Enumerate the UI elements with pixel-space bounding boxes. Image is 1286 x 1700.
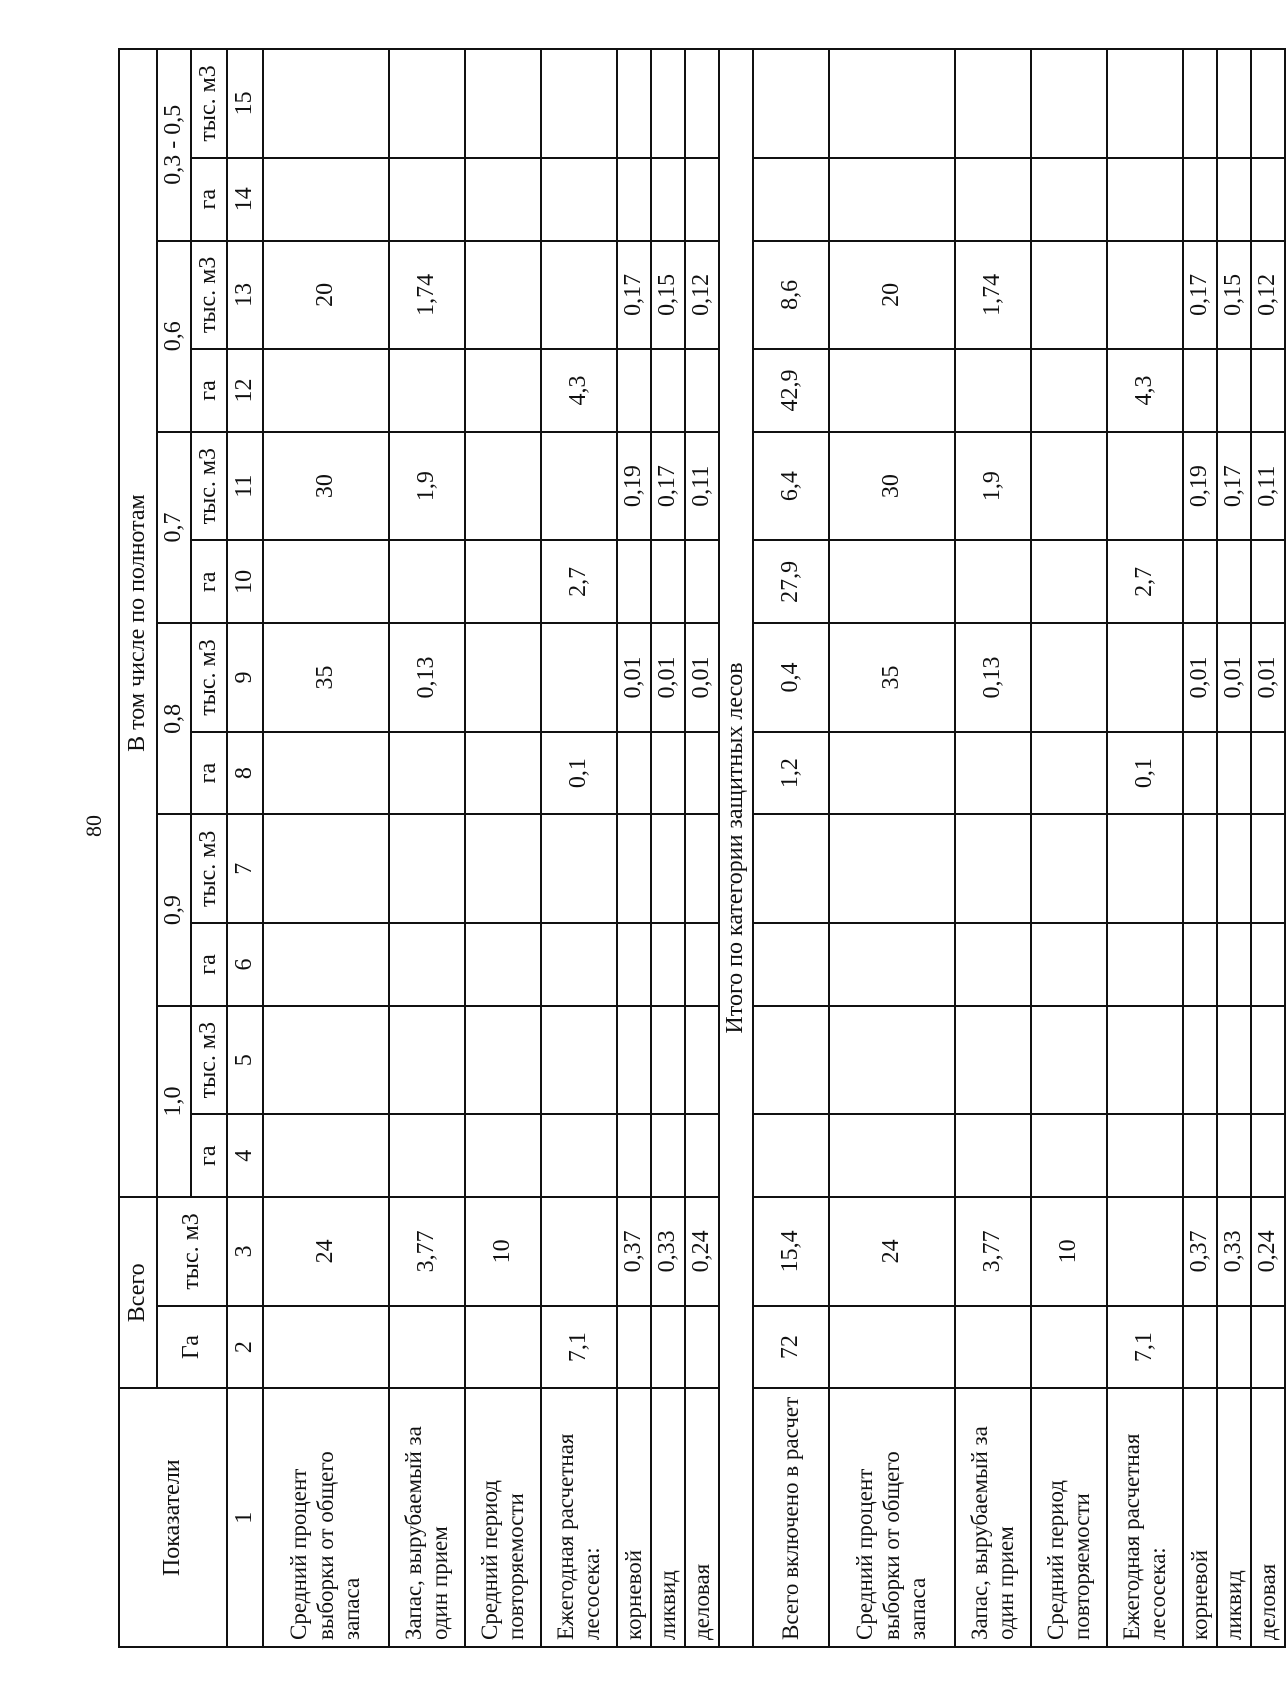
table-cell: 7,1 (541, 1306, 617, 1389)
table-cell (1251, 1006, 1285, 1115)
table-cell (829, 349, 955, 432)
table-cell (955, 349, 1031, 432)
table-cell (389, 540, 465, 623)
table-cell: 10 (465, 1197, 541, 1306)
column-number: 11 (227, 432, 263, 541)
header-unit-volume-4: тыс. м3 (191, 241, 227, 350)
table-cell (617, 732, 651, 815)
table-cell (263, 1006, 389, 1115)
table-cell (1217, 732, 1251, 815)
table-cell (541, 815, 617, 924)
table-cell (651, 923, 685, 1006)
rotated-table-container (118, 48, 1281, 1648)
header-unit-ha-0: га (191, 1114, 227, 1197)
table-cell: 0,17 (617, 241, 651, 350)
table-cell: 1,9 (955, 432, 1031, 541)
table-cell: 1,74 (955, 241, 1031, 350)
row-label: ликвид (1217, 1388, 1251, 1647)
table-cell (685, 1006, 719, 1115)
table-cell (955, 540, 1031, 623)
table-cell (465, 432, 541, 541)
column-number: 5 (227, 1006, 263, 1115)
table-cell: 24 (829, 1197, 955, 1306)
table-cell (1183, 540, 1217, 623)
table-cell (1183, 1006, 1217, 1115)
row-label: Средний период повторяемости (1031, 1388, 1107, 1647)
table-cell (1031, 241, 1107, 350)
table-row (651, 49, 685, 1647)
table-cell: 3,77 (389, 1197, 465, 1306)
table-cell: 0,01 (651, 623, 685, 732)
table-cell (651, 540, 685, 623)
header-density-4: 0,6 (157, 241, 191, 432)
table-cell: 30 (829, 432, 955, 541)
table-row (1251, 49, 1285, 1647)
table-cell: 0,13 (389, 623, 465, 732)
row-label: Запас, вырубаемый за один прием (955, 1388, 1031, 1647)
table-cell: 8,6 (753, 241, 829, 350)
table-cell: 0,19 (1183, 432, 1217, 541)
table-header (119, 49, 263, 1647)
row-label: Средний период повторяемости (465, 1388, 541, 1647)
table-cell (465, 49, 541, 158)
table-cell: 0,24 (1251, 1197, 1285, 1306)
table-cell: 35 (829, 623, 955, 732)
table-row (389, 49, 465, 1647)
table-cell: 0,01 (1183, 623, 1217, 732)
table-cell (1031, 1114, 1107, 1197)
table-cell: 27,9 (753, 540, 829, 623)
column-number: 13 (227, 241, 263, 350)
table-cell (1107, 623, 1183, 732)
table-cell (685, 732, 719, 815)
table-cell: 1,2 (753, 732, 829, 815)
table-cell (465, 241, 541, 350)
felling-indicators-table (118, 48, 1286, 1648)
row-label: деловая (1251, 1388, 1285, 1647)
table-cell (1217, 1306, 1251, 1389)
header-unit-volume-1: тыс. м3 (191, 815, 227, 924)
table-cell (263, 49, 389, 158)
table-cell (1251, 815, 1285, 924)
row-label: ликвид (651, 1388, 685, 1647)
table-cell (389, 349, 465, 432)
header-density-2: 0,8 (157, 623, 191, 814)
table-cell (651, 732, 685, 815)
table-cell: 0,01 (1251, 623, 1285, 732)
column-number: 3 (227, 1197, 263, 1306)
table-cell (389, 1006, 465, 1115)
table-cell (829, 1114, 955, 1197)
table-cell (651, 49, 685, 158)
table-cell (1031, 158, 1107, 241)
table-cell (955, 158, 1031, 241)
table-cell (389, 923, 465, 1006)
page-number: 80 (81, 815, 106, 837)
table-cell (541, 623, 617, 732)
table-cell (465, 623, 541, 732)
table-cell: 1,74 (389, 241, 465, 350)
table-cell (389, 49, 465, 158)
table-cell (465, 1114, 541, 1197)
table-cell (829, 923, 955, 1006)
table-cell (465, 349, 541, 432)
header-indicators: Показатели (119, 1388, 227, 1647)
header-density-1: 0,9 (157, 815, 191, 1006)
table-row (955, 49, 1031, 1647)
table-cell: 4,3 (1107, 349, 1183, 432)
table-cell (1031, 49, 1107, 158)
table-cell (1183, 1114, 1217, 1197)
column-number: 7 (227, 815, 263, 924)
table-cell (389, 815, 465, 924)
table-cell (1107, 923, 1183, 1006)
table-cell (1183, 158, 1217, 241)
table-cell (1107, 1114, 1183, 1197)
table-cell (263, 1306, 389, 1389)
table-row (465, 49, 541, 1647)
table-cell (1107, 241, 1183, 350)
table-cell: 0,11 (685, 432, 719, 541)
table-cell: 0,33 (1217, 1197, 1251, 1306)
table-cell (1251, 732, 1285, 815)
table-cell (465, 540, 541, 623)
table-cell (955, 732, 1031, 815)
header-unit-volume-0: тыс. м3 (191, 1006, 227, 1115)
table-cell: 35 (263, 623, 389, 732)
row-label: деловая (685, 1388, 719, 1647)
table-cell (389, 158, 465, 241)
table-cell (1107, 49, 1183, 158)
table-cell (263, 349, 389, 432)
table-cell (1217, 923, 1251, 1006)
table-row (685, 49, 719, 1647)
table-cell (1217, 49, 1251, 158)
column-number: 15 (227, 49, 263, 158)
table-cell (1217, 1114, 1251, 1197)
header-unit-volume-5: тыс. м3 (191, 49, 227, 158)
table-cell (1217, 1006, 1251, 1115)
table-cell: 3,77 (955, 1197, 1031, 1306)
table-cell (541, 49, 617, 158)
row-label: Запас, вырубаемый за один прием (389, 1388, 465, 1647)
table-cell (685, 349, 719, 432)
table-cell (541, 432, 617, 541)
table-cell (465, 158, 541, 241)
table-cell: 0,01 (685, 623, 719, 732)
table-cell: 0,15 (651, 241, 685, 350)
table-cell (685, 1114, 719, 1197)
table-cell (263, 815, 389, 924)
column-number: 8 (227, 732, 263, 815)
column-number: 6 (227, 923, 263, 1006)
header-density-0: 1,0 (157, 1006, 191, 1197)
table-cell (1031, 623, 1107, 732)
table-cell (263, 540, 389, 623)
table-cell (685, 923, 719, 1006)
table-cell (1031, 540, 1107, 623)
table-cell (1031, 1306, 1107, 1389)
table-cell (1251, 540, 1285, 623)
header-unit-ha-1: га (191, 923, 227, 1006)
table-cell: 6,4 (753, 432, 829, 541)
table-cell: 1,9 (389, 432, 465, 541)
column-number-row (227, 49, 263, 1647)
table-cell (651, 815, 685, 924)
table-cell (541, 1114, 617, 1197)
header-unit-ha-4: га (191, 349, 227, 432)
table-cell (1217, 349, 1251, 432)
table-cell (617, 540, 651, 623)
table-cell: 0,12 (1251, 241, 1285, 350)
header-total-ha: Га (157, 1306, 227, 1389)
table-cell (617, 815, 651, 924)
table-cell (1183, 923, 1217, 1006)
table-cell (617, 923, 651, 1006)
table-cell (685, 49, 719, 158)
table-cell (651, 1306, 685, 1389)
table-cell (651, 158, 685, 241)
table-cell: 0,33 (651, 1197, 685, 1306)
table-cell (389, 1306, 465, 1389)
table-cell (465, 1006, 541, 1115)
table-cell (1107, 432, 1183, 541)
table-cell (651, 349, 685, 432)
table-cell: 0,17 (651, 432, 685, 541)
table-cell: 0,01 (617, 623, 651, 732)
column-number: 2 (227, 1306, 263, 1389)
table-cell (541, 241, 617, 350)
header-unit-volume-2: тыс. м3 (191, 623, 227, 732)
table-cell (617, 49, 651, 158)
table-cell (465, 923, 541, 1006)
table-row (1031, 49, 1107, 1647)
table-cell: 10 (1031, 1197, 1107, 1306)
table-cell (829, 540, 955, 623)
row-label: Всего включено в расчет (753, 1388, 829, 1647)
table-cell (753, 1114, 829, 1197)
table-cell (1251, 349, 1285, 432)
table-cell (465, 732, 541, 815)
table-cell (829, 49, 955, 158)
table-cell: 20 (829, 241, 955, 350)
table-cell (651, 1114, 685, 1197)
table-cell: 7,1 (1107, 1306, 1183, 1389)
table-cell (1183, 1306, 1217, 1389)
header-density-3: 0,7 (157, 432, 191, 623)
table-row (263, 49, 389, 1647)
table-cell: 0,37 (1183, 1197, 1217, 1306)
table-cell (541, 1006, 617, 1115)
header-unit-ha-3: га (191, 540, 227, 623)
table-cell (1031, 923, 1107, 1006)
table-cell (617, 1114, 651, 1197)
table-row (1107, 49, 1183, 1647)
table-cell (1183, 349, 1217, 432)
section-title-row (719, 49, 753, 1647)
column-number: 4 (227, 1114, 263, 1197)
table-cell (541, 1197, 617, 1306)
table-cell (753, 1006, 829, 1115)
table-cell (1217, 158, 1251, 241)
header-density-5: 0,3 - 0,5 (157, 49, 191, 241)
table-cell (955, 815, 1031, 924)
table-row (541, 49, 617, 1647)
table-cell (1251, 1114, 1285, 1197)
row-label: Средний процент выборки от общего запаса (263, 1388, 389, 1647)
table-cell (1107, 1197, 1183, 1306)
table-cell: 0,01 (1217, 623, 1251, 732)
header-unit-ha-5: га (191, 158, 227, 241)
table-cell: 72 (753, 1306, 829, 1389)
table-cell (1251, 923, 1285, 1006)
table-cell (1107, 815, 1183, 924)
table-cell (617, 349, 651, 432)
header-by-density: В том числе по полнотам (119, 49, 157, 1197)
table-cell (389, 732, 465, 815)
row-label: корневой (617, 1388, 651, 1647)
table-cell (1251, 49, 1285, 158)
table-cell: 30 (263, 432, 389, 541)
table-cell: 0,1 (541, 732, 617, 815)
table-cell (263, 1114, 389, 1197)
row-label: Ежегодная расчетная лесосека: (1107, 1388, 1183, 1647)
table-cell (465, 815, 541, 924)
table-cell (1031, 1006, 1107, 1115)
table-cell (617, 1306, 651, 1389)
table-cell (955, 1114, 1031, 1197)
table-cell: 42,9 (753, 349, 829, 432)
table-cell: 0,12 (685, 241, 719, 350)
table-cell (1217, 815, 1251, 924)
table-cell (685, 1306, 719, 1389)
table-cell (617, 1006, 651, 1115)
table-cell (829, 732, 955, 815)
table-cell (829, 1306, 955, 1389)
table-cell (263, 732, 389, 815)
section-title: Итого по категории защитных лесов (719, 49, 753, 1647)
table-cell: 0,11 (1251, 432, 1285, 541)
table-row (753, 49, 829, 1647)
table-cell (541, 923, 617, 1006)
header-total-volume: тыс. м3 (157, 1197, 227, 1306)
table-row (829, 49, 955, 1647)
table-cell: 20 (263, 241, 389, 350)
table-cell: 0,17 (1183, 241, 1217, 350)
header-total: Всего (119, 1197, 157, 1388)
table-cell (651, 1006, 685, 1115)
table-cell (617, 158, 651, 241)
row-label: Средний процент выборки от общего запаса (829, 1388, 955, 1647)
table-cell (1183, 49, 1217, 158)
table-cell (1107, 1006, 1183, 1115)
table-cell (753, 923, 829, 1006)
table-cell: 15,4 (753, 1197, 829, 1306)
table-cell: 0,17 (1217, 432, 1251, 541)
table-cell: 0,19 (617, 432, 651, 541)
table-cell (1031, 432, 1107, 541)
table-cell (685, 815, 719, 924)
table-cell (1217, 540, 1251, 623)
column-number: 14 (227, 158, 263, 241)
column-number: 10 (227, 540, 263, 623)
table-cell (1251, 158, 1285, 241)
table-cell (1031, 732, 1107, 815)
table-cell (263, 923, 389, 1006)
table-cell (829, 1006, 955, 1115)
table-cell: 2,7 (541, 540, 617, 623)
table-cell (753, 815, 829, 924)
table-cell (389, 1114, 465, 1197)
table-cell (829, 815, 955, 924)
table-cell (1251, 1306, 1285, 1389)
table-cell (685, 158, 719, 241)
row-label: Ежегодная расчетная лесосека: (541, 1388, 617, 1647)
table-cell (1107, 158, 1183, 241)
header-unit-ha-2: га (191, 732, 227, 815)
table-cell: 0,13 (955, 623, 1031, 732)
column-number: 12 (227, 349, 263, 432)
row-label: корневой (1183, 1388, 1217, 1647)
table-cell (753, 49, 829, 158)
table-cell: 0,4 (753, 623, 829, 732)
table-cell (263, 158, 389, 241)
table-cell: 0,37 (617, 1197, 651, 1306)
table-cell (955, 1006, 1031, 1115)
table-cell: 0,24 (685, 1197, 719, 1306)
table-cell: 0,1 (1107, 732, 1183, 815)
table-row (1217, 49, 1251, 1647)
table-row (1183, 49, 1217, 1647)
table-cell (1183, 732, 1217, 815)
table-cell: 0,15 (1217, 241, 1251, 350)
column-number: 1 (227, 1388, 263, 1647)
table-cell: 24 (263, 1197, 389, 1306)
table-cell (753, 158, 829, 241)
table-cell (465, 1306, 541, 1389)
table-cell (955, 923, 1031, 1006)
table-cell (955, 49, 1031, 158)
table-cell (1031, 349, 1107, 432)
table-cell: 4,3 (541, 349, 617, 432)
table-cell (1031, 815, 1107, 924)
table-cell (829, 158, 955, 241)
table-body (263, 49, 1285, 1647)
table-cell (955, 1306, 1031, 1389)
header-unit-volume-3: тыс. м3 (191, 432, 227, 541)
table-cell (1183, 815, 1217, 924)
table-cell: 2,7 (1107, 540, 1183, 623)
table-row (617, 49, 651, 1647)
table-cell (541, 158, 617, 241)
table-cell (685, 540, 719, 623)
column-number: 9 (227, 623, 263, 732)
